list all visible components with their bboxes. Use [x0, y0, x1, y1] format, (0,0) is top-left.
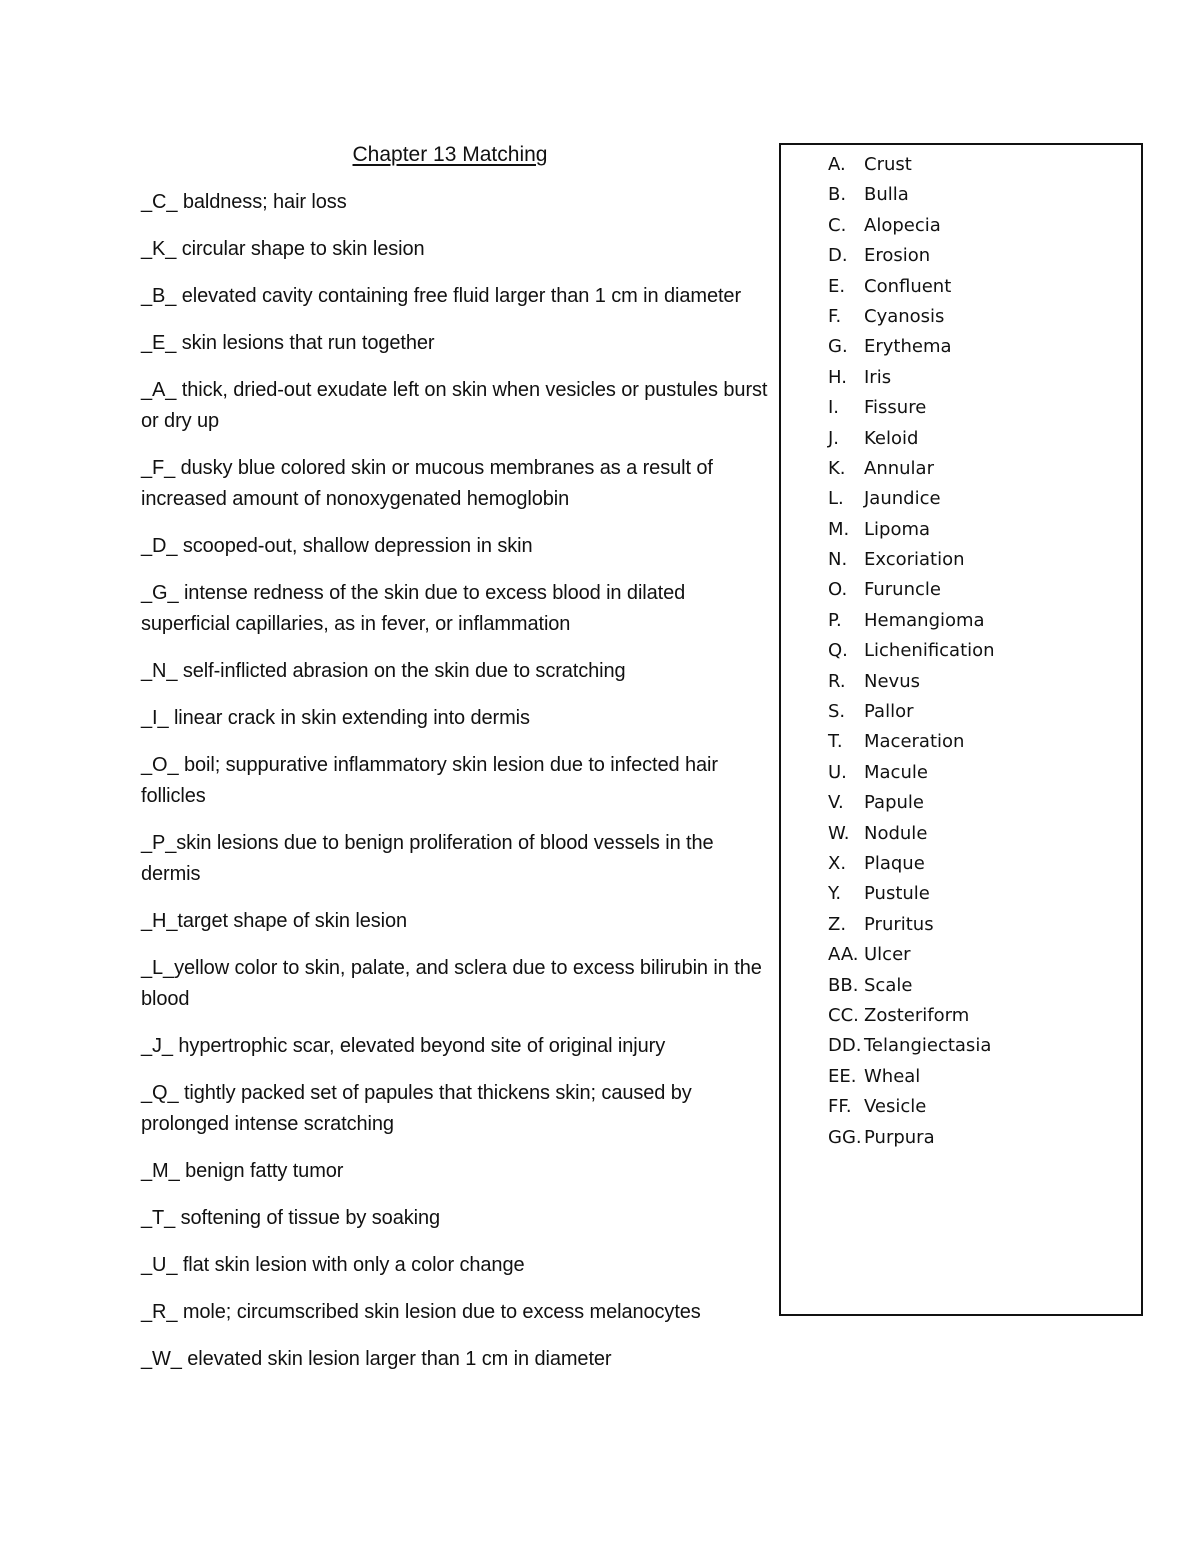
term-name: Crust — [864, 154, 912, 175]
page-title: Chapter 13 Matching — [352, 143, 548, 166]
question-item: _W_ elevated skin lesion larger than 1 cm in diameter — [141, 1348, 612, 1370]
term-letter: C. — [828, 214, 847, 236]
question-item: _U_ flat skin lesion with only a color change — [141, 1254, 525, 1276]
term-item — [828, 484, 995, 514]
term-name: Excoriation — [864, 549, 965, 571]
term-letter: G. — [828, 336, 848, 358]
question-item: _Q_ tightly packed set of papules that thickens skin; caused by prolonged intense scratching — [141, 1082, 692, 1135]
question-item: _G_ intense redness of the skin due to excess blood in dilated superficial capillaries, as in fever, or inflammation — [141, 582, 686, 635]
term-list — [828, 150, 995, 1153]
term-item — [828, 272, 995, 302]
term-letter: BB. — [828, 974, 859, 996]
term-item — [828, 1062, 995, 1092]
question-item: _A_ thick, dried-out exudate left on skin when vesicles or pustules burst or dry up — [141, 379, 768, 432]
term-name: Purpura — [864, 1126, 935, 1148]
question-item: _R_ mole; circumscribed skin lesion due to excess melanocytes — [141, 1301, 701, 1323]
term-letter: R. — [828, 670, 846, 692]
term-name: Wheal — [864, 1065, 921, 1087]
term-name: Nodule — [864, 822, 928, 844]
term-item — [828, 424, 995, 454]
term-letter: L. — [828, 488, 844, 510]
question-list — [141, 187, 771, 1391]
term-letter: U. — [828, 761, 847, 783]
term-item — [828, 393, 995, 423]
term-name: Papule — [864, 792, 924, 814]
term-item — [828, 211, 995, 241]
question-item: _K_ circular shape to skin lesion — [141, 238, 425, 260]
term-letter: CC. — [828, 1004, 859, 1026]
term-letter: O. — [828, 579, 848, 601]
term-name: Furuncle — [864, 579, 941, 601]
term-name: Macule — [864, 761, 928, 783]
term-letter: DD. — [828, 1035, 862, 1057]
term-letter: Z. — [828, 913, 847, 935]
term-name: Erosion — [864, 245, 931, 267]
term-name: Nevus — [864, 670, 920, 692]
term-letter: F. — [828, 305, 842, 327]
term-item — [828, 879, 995, 909]
term-item — [828, 1123, 995, 1153]
term-letter: X. — [828, 852, 847, 874]
term-letter: N. — [828, 549, 848, 571]
term-item — [828, 819, 995, 849]
term-name: Bulla — [864, 184, 909, 206]
term-name: Vesicle — [864, 1096, 927, 1118]
term-name: Jaundice — [864, 488, 941, 510]
term-name: Annular — [864, 457, 934, 479]
question-item: _J_ hypertrophic scar, elevated beyond site of original injury — [141, 1035, 666, 1057]
term-name: Keloid — [864, 427, 919, 449]
term-item — [828, 910, 995, 940]
term-name: Cyanosis — [864, 305, 945, 327]
term-letter: S. — [828, 701, 846, 723]
term-item — [828, 332, 995, 362]
question-item: _D_ scooped-out, shallow depression in skin — [141, 535, 533, 557]
term-item — [828, 697, 995, 727]
term-item — [828, 1001, 995, 1031]
term-item — [828, 727, 995, 757]
term-item — [828, 515, 995, 545]
term-item — [828, 1092, 995, 1122]
term-letter: W. — [828, 822, 850, 844]
term-name: Iris — [864, 366, 892, 388]
term-name: Erythema — [864, 336, 952, 358]
term-letter: GG. — [828, 1126, 862, 1148]
term-name: Alopecia — [864, 214, 941, 236]
term-item — [828, 241, 995, 271]
question-item: _H_target shape of skin lesion — [141, 910, 408, 932]
term-letter: AA. — [828, 944, 859, 966]
term-name: Scale — [864, 974, 913, 996]
question-item: _N_ self-inflicted abrasion on the skin due to scratching — [141, 660, 626, 682]
term-item — [828, 758, 995, 788]
term-letter: D. — [828, 245, 848, 267]
term-item — [828, 636, 995, 666]
term-name: Ulcer — [864, 944, 911, 966]
term-item — [828, 940, 995, 970]
term-name: Telangiectasia — [864, 1035, 992, 1057]
term-item — [828, 575, 995, 605]
term-letter: K. — [828, 457, 846, 479]
term-item — [828, 363, 995, 393]
term-item — [828, 150, 995, 180]
question-item: _O_ boil; suppurative inflammatory skin lesion due to infected hair follicles — [141, 754, 718, 807]
term-item — [828, 606, 995, 636]
term-letter: B. — [828, 184, 847, 206]
term-item — [828, 849, 995, 879]
term-name: Hemangioma — [864, 609, 985, 631]
term-letter: P. — [828, 609, 842, 631]
term-name: Lichenification — [864, 640, 995, 662]
term-letter: E. — [828, 275, 846, 297]
question-item: _B_ elevated cavity containing free fluid larger than 1 cm in diameter — [141, 285, 742, 307]
question-item: _F_ dusky blue colored skin or mucous membranes as a result of increased amount of nonoxygenated hemoglobin — [141, 457, 713, 510]
term-letter: V. — [828, 792, 844, 814]
term-name: Pruritus — [864, 913, 934, 935]
term-item — [828, 788, 995, 818]
question-item: _L_yellow color to skin, palate, and sclera due to excess bilirubin in the blood — [141, 957, 762, 1010]
question-item: _I_ linear crack in skin extending into dermis — [141, 707, 530, 729]
term-name: Pustule — [864, 883, 930, 905]
term-letter: I. — [828, 397, 840, 419]
term-letter: J. — [828, 427, 840, 449]
question-item: _E_ skin lesions that run together — [141, 332, 435, 354]
question-item: _M_ benign fatty tumor — [141, 1160, 344, 1182]
term-name: Zosteriform — [864, 1004, 970, 1026]
term-item — [828, 180, 995, 210]
term-letter: Q. — [828, 640, 848, 662]
term-item — [828, 302, 995, 332]
term-name: Plaque — [864, 852, 925, 874]
question-item: _P_skin lesions due to benign proliferation of blood vessels in the dermis — [141, 832, 714, 885]
term-name: Confluent — [864, 275, 952, 297]
term-letter: M. — [828, 518, 850, 540]
term-name: Pallor — [864, 701, 914, 723]
term-item — [828, 545, 995, 575]
term-letter: Y. — [828, 883, 842, 905]
term-letter: EE. — [828, 1065, 857, 1087]
term-name: Maceration — [864, 731, 965, 753]
term-item — [828, 1031, 995, 1061]
term-letter: T. — [828, 731, 843, 753]
term-letter: H. — [828, 366, 847, 388]
question-item: _C_ baldness; hair loss — [141, 191, 347, 213]
term-letter: FF. — [828, 1096, 852, 1118]
term-item — [828, 454, 995, 484]
term-item — [828, 971, 995, 1001]
term-name: Lipoma — [864, 518, 931, 540]
term-name: Fissure — [864, 397, 927, 419]
term-item — [828, 667, 995, 697]
term-letter: A. — [828, 154, 846, 175]
question-item: _T_ softening of tissue by soaking — [141, 1207, 441, 1229]
